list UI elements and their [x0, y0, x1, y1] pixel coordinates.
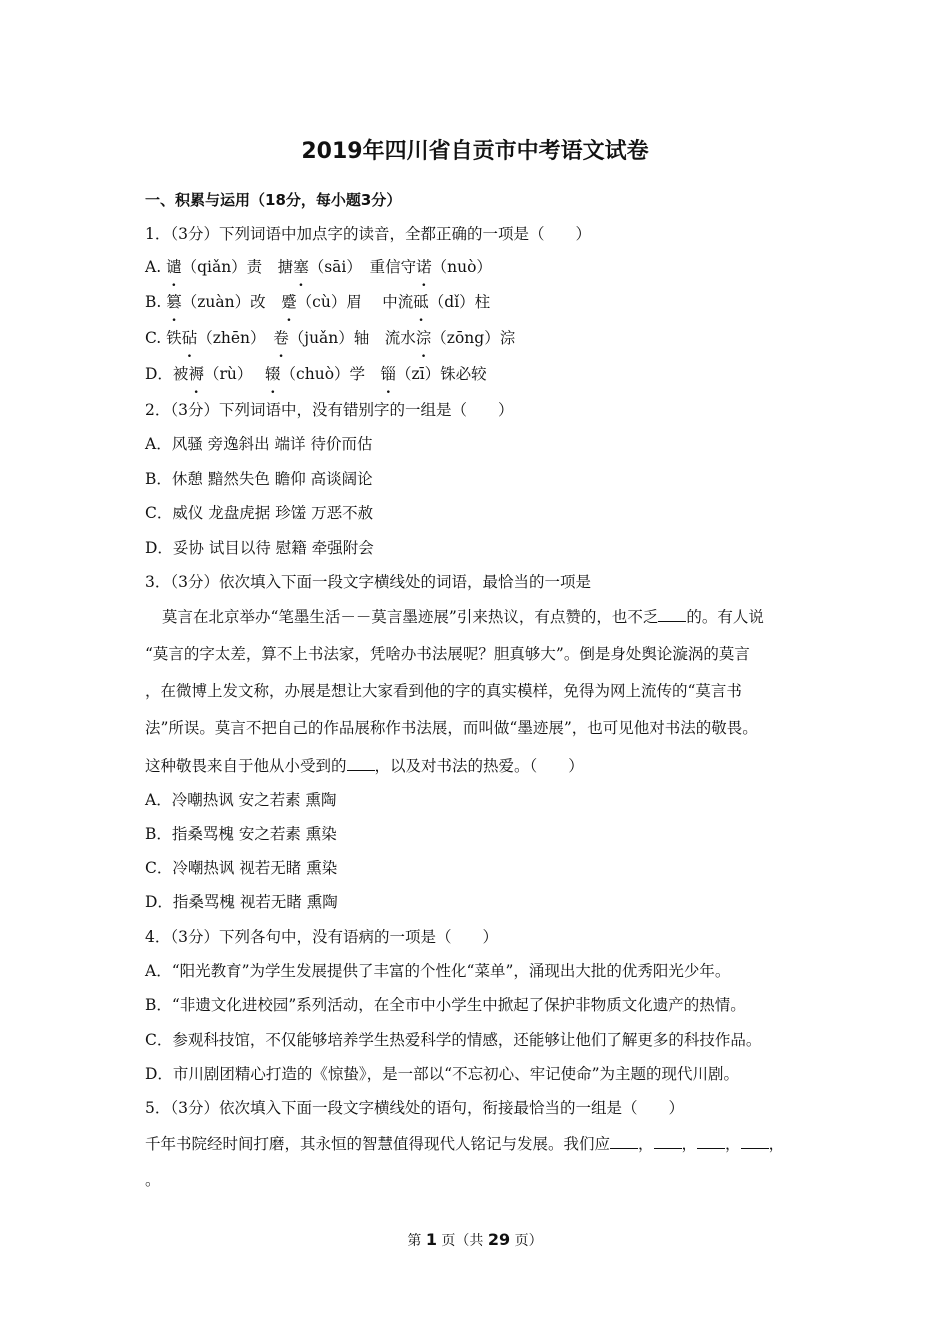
q5-passage-line: 千年书院经时间打磨，其永恒的智慧值得现代人铭记与发展。我们应 ， ， ， ，: [145, 1135, 785, 1153]
dotted-char: 褥: [188, 365, 204, 383]
dotted-char: 谴: [166, 258, 182, 276]
q5-passage-line: 。: [145, 1171, 161, 1189]
section-heading: 一、积累与运用（18分，每小题3分）: [145, 191, 402, 209]
answer-blank: [347, 756, 375, 771]
q1-option-c: C. 铁砧（zhēn） 卷（juǎn）轴 流水淙（zōng）淙: [145, 329, 516, 347]
page-number: 1: [425, 1230, 437, 1249]
dotted-char: 塞: [293, 258, 309, 276]
q3-option-b: B．指桑骂槐 安之若素 熏染: [145, 825, 337, 843]
q1-stem: 1．（3分）下列词语中加点字的读音，全都正确的一项是（ ）: [145, 225, 591, 243]
answer-blank: [610, 1134, 638, 1149]
q2-option-d: D．妥协 试目以待 慰籍 牵强附会: [145, 539, 374, 557]
dotted-char: 蹙: [281, 293, 297, 311]
q4-option-a: A．“阳光教育”为学生发展提供了丰富的个性化“菜单”，涌现出大批的优秀阳光少年。: [145, 962, 731, 980]
q4-option-c: C．参观科技馆，不仅能够培养学生热爱科学的情感，还能够让他们了解更多的科技作品。: [145, 1031, 762, 1049]
dotted-char: 篡: [166, 293, 182, 311]
q3-passage-line: 莫言在北京举办“笔墨生活－－莫言墨迹展”引来热议，有点赞的，也不乏 的。有人说: [162, 608, 764, 626]
dotted-char: 辍: [265, 365, 281, 383]
dotted-char: 砥: [413, 293, 429, 311]
q3-passage-line: 这种敬畏来自于他从小受到的 ，以及对书法的热爱。（ ）: [145, 757, 584, 775]
dotted-char: 砧: [181, 329, 198, 347]
q3-passage-line: “莫言的字太差，算不上书法家，凭啥办书法展呢？胆真够大”。倒是身处舆论漩涡的莫言: [145, 645, 750, 663]
q2-option-a: A．风骚 旁逸斜出 端详 待价而估: [145, 435, 373, 453]
q4-option-d: D．市川剧团精心打造的《惊蛰》，是一部以“不忘初心、牢记使命”为主题的现代川剧。: [145, 1065, 740, 1083]
q3-option-a: A．冷嘲热讽 安之若素 熏陶: [145, 791, 337, 809]
q3-stem: 3．（3分）依次填入下面一段文字横线处的词语，最恰当的一项是: [145, 573, 591, 591]
q5-stem: 5．（3分）依次填入下面一段文字横线处的语句，衔接最恰当的一组是（ ）: [145, 1099, 684, 1117]
dotted-char: 诺: [416, 258, 432, 276]
q1-option-b: B. 篡（zuàn）改 蹙（cù）眉 中流砥（dǐ）柱: [145, 293, 491, 311]
q3-option-c: C．冷嘲热讽 视若无睹 熏染: [145, 859, 338, 877]
q4-stem: 4．（3分）下列各句中，没有语病的一项是（ ）: [145, 928, 498, 946]
exam-title: 2019年四川省自贡市中考语文试卷: [301, 139, 649, 164]
q2-option-c: C．威仪 龙盘虎据 珍馐 万恶不赦: [145, 504, 374, 522]
q3-option-d: D．指桑骂槐 视若无睹 熏陶: [145, 893, 338, 911]
q1-option-d: D．被褥（rù） 辍（chuò）学 锱（zī）铢必较: [145, 365, 487, 383]
dotted-char: 淙: [415, 329, 432, 347]
q1-option-a: A. 谴（qiǎn）责 搪塞（sāi） 重信守诺（nuò）: [145, 258, 492, 276]
answer-blank: [741, 1134, 769, 1149]
dotted-char: 卷: [273, 329, 289, 347]
q3-passage-line: ，在微博上发文称，办展是想让大家看到他的字的真实模样，免得为网上流传的“莫言书: [145, 682, 742, 700]
page-footer: 第 1 页（共 29 页）: [407, 1230, 543, 1249]
q2-stem: 2．（3分）下列词语中，没有错别字的一组是（ ）: [145, 401, 514, 419]
q4-option-b: B．“非遗文化进校园”系列活动，在全市中小学生中掀起了保护非物质文化遗产的热情。: [145, 996, 746, 1014]
answer-blank: [658, 607, 686, 622]
page-total: 29: [487, 1230, 511, 1249]
answer-blank: [654, 1134, 682, 1149]
dotted-char: 锱: [380, 365, 397, 383]
answer-blank: [697, 1134, 725, 1149]
q3-passage-line: 法”所误。莫言不把自己的作品展称作书法展，而叫做“墨迹展”，也可见他对书法的敬畏。: [145, 719, 758, 737]
q2-option-b: B．休憩 黯然失色 瞻仰 高谈阔论: [145, 470, 373, 488]
